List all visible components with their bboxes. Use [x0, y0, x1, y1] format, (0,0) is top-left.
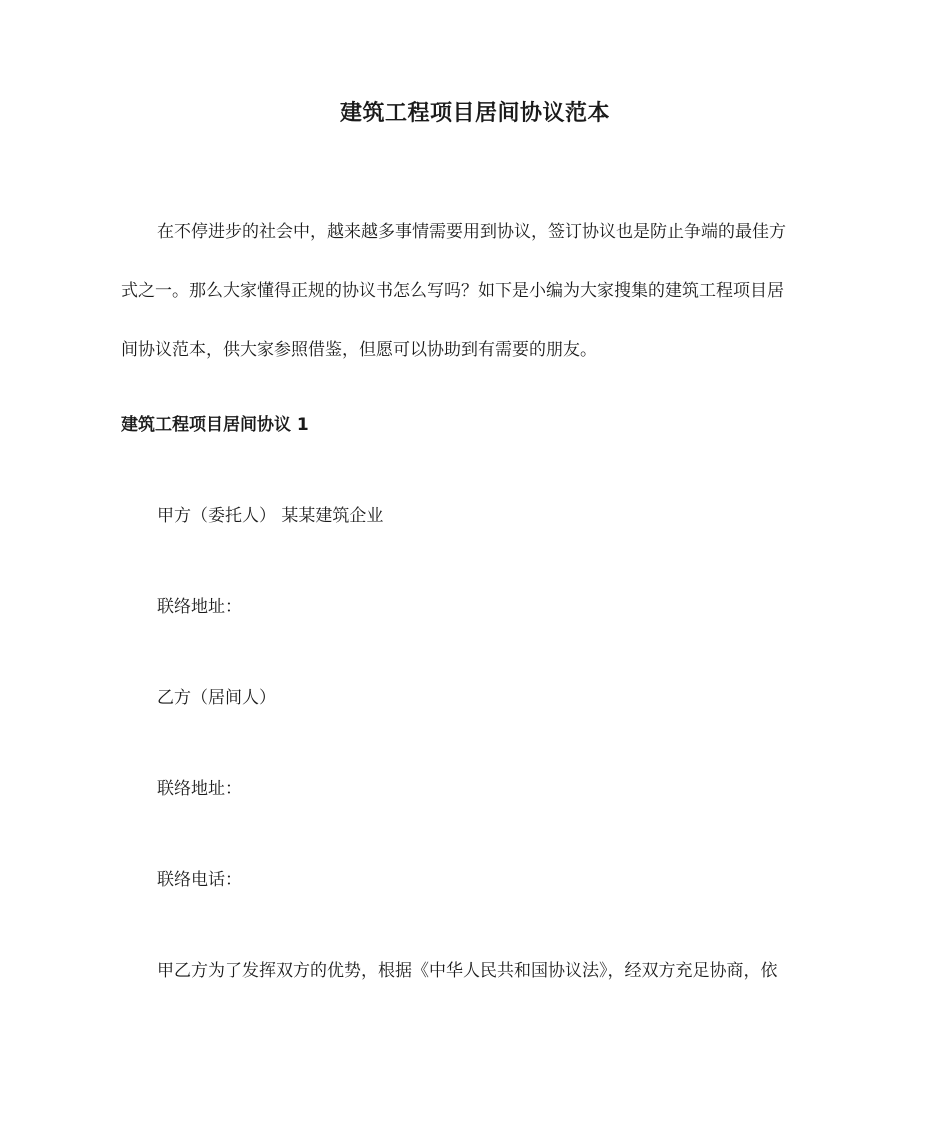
party-b-field: 乙方（居间人） [157, 688, 276, 708]
document-title: 建筑工程项目居间协议范本 [339, 101, 610, 126]
intro-line: 在不停进步的社会中，越来越多事情需要用到协议，签订协议也是防止争端的最佳方 [157, 222, 786, 242]
party-a-field: 甲方（委托人） 某某建筑企业 [157, 506, 384, 526]
section-heading: 建筑工程项目居间协议 1 [121, 415, 309, 435]
party-b-phone-field: 联络电话： [157, 870, 242, 890]
party-a-address-field: 联络地址： [157, 597, 242, 617]
intro-line: 式之一。那么大家懂得正规的协议书怎么写吗？如下是小编为大家搜集的建筑工程项目居 [121, 281, 784, 301]
intro-line: 间协议范本，供大家参照借鉴，但愿可以协助到有需要的朋友。 [121, 340, 597, 360]
party-b-address-field: 联络地址： [157, 779, 242, 799]
intro-paragraph [121, 203, 829, 380]
body-paragraph: 甲乙方为了发挥双方的优势，根据《中华人民共和国协议法》，经双方充足协商，依 [157, 961, 778, 981]
